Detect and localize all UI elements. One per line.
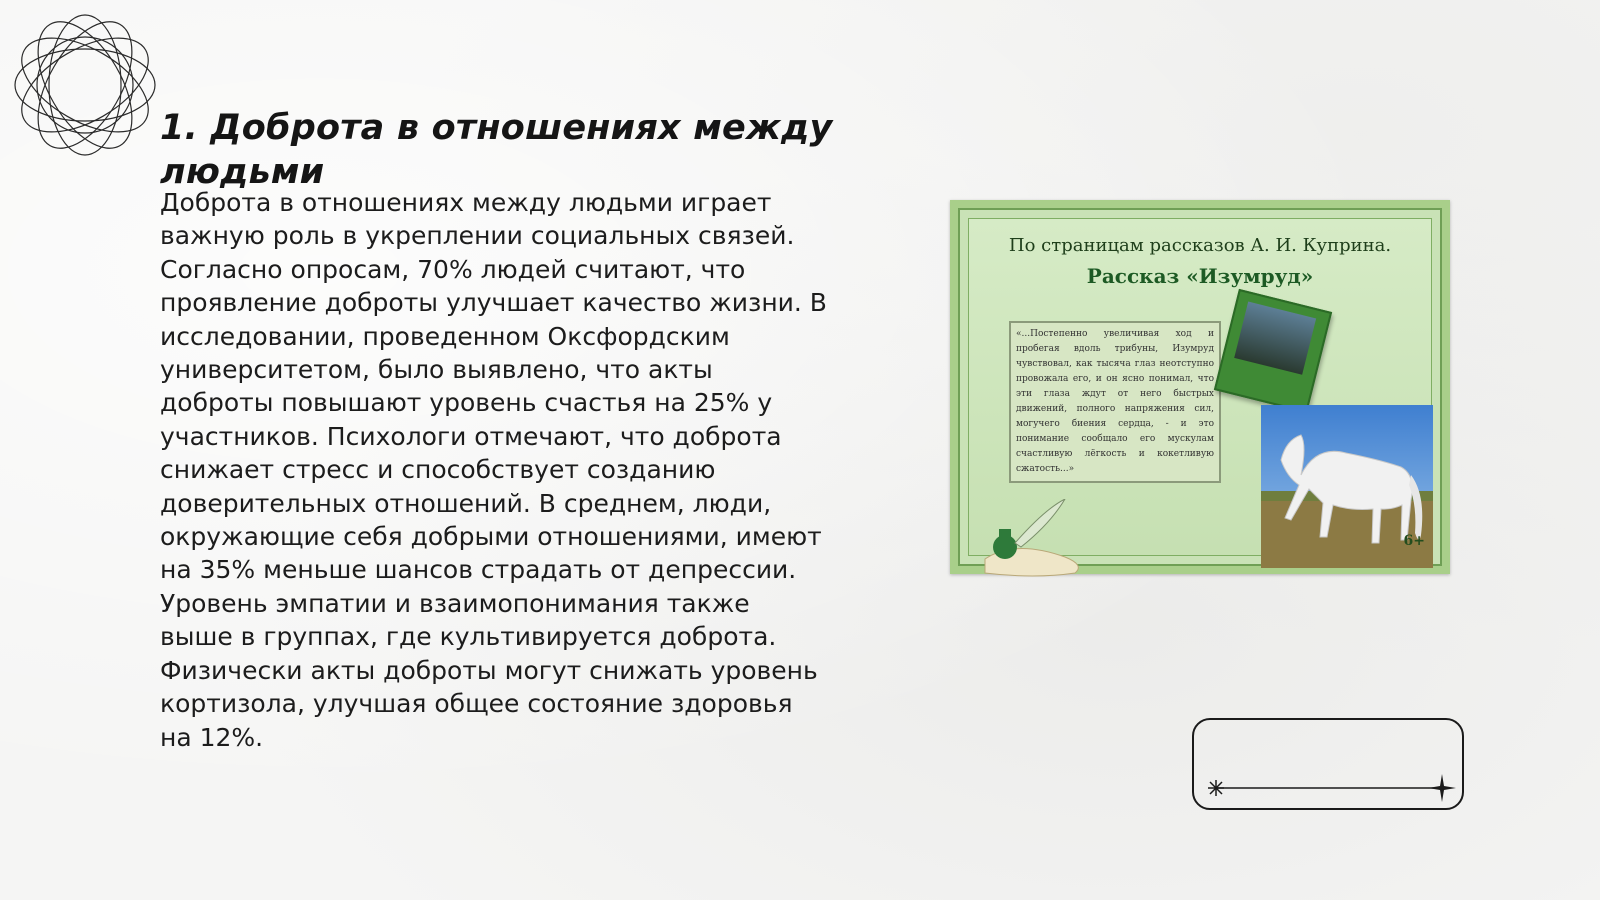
book-cover-art	[1234, 302, 1316, 375]
four-point-star-icon	[1428, 774, 1456, 802]
book-cover-illustration	[1214, 289, 1332, 413]
circles-ornament-icon	[10, 10, 160, 160]
slide-title: 1. Доброта в отношениях между людьми	[160, 108, 833, 192]
poster-story-title: Рассказ «Изумруд»	[1086, 264, 1314, 288]
poster-quote: «...Постепенно увеличивая ход и пробегая вдоль трибуны, Изумруд чувствовал, как тысяча глаз неотступно провожала его, и он ясно понимал, что эти глаза ждут от него быстрых движений, полного напряжения сил, могучего биения сердца, - и это понимание сообщало его мускулам счастливую лёгкость и кокетливую сжатость...»	[1009, 321, 1221, 483]
age-rating-badge: 6+	[1403, 533, 1425, 549]
decorative-line-widget	[1192, 718, 1464, 810]
poster-frame-inner	[968, 218, 1432, 556]
sparkle-icon	[1208, 780, 1224, 796]
book-poster-image	[950, 200, 1450, 574]
poster-frame	[958, 208, 1442, 566]
slide-body-text: Доброта в отношениях между людьми играет важную роль в укреплении социальных связей. Согласно опросам, 70% людей считают, что проявление доброты улучшает качество жизни. В исследовании, проведенном Оксфордским университетом, было выявлено, что акты доброты повышают уровень счастья на 25% у участников. Психологи отмечают, что доброта снижает стресс и способствует созданию доверительных отношений. В среднем, люди, окружающие себя добрыми отношениями, имеют на 35% меньше шансов страдать от депрессии. Уровень эмпатии и взаимопонимания также выше в группах, где культивируется доброта. Физически акты доброты могут снижать уровень кортизола, улучшая общее состояние здоровья на 12%.	[160, 188, 827, 752]
inkwell-quill-icon	[975, 499, 1095, 579]
poster-heading: По страницам рассказов А. И. Куприна.	[1008, 235, 1392, 256]
widget-line-graphic	[1194, 720, 1466, 812]
